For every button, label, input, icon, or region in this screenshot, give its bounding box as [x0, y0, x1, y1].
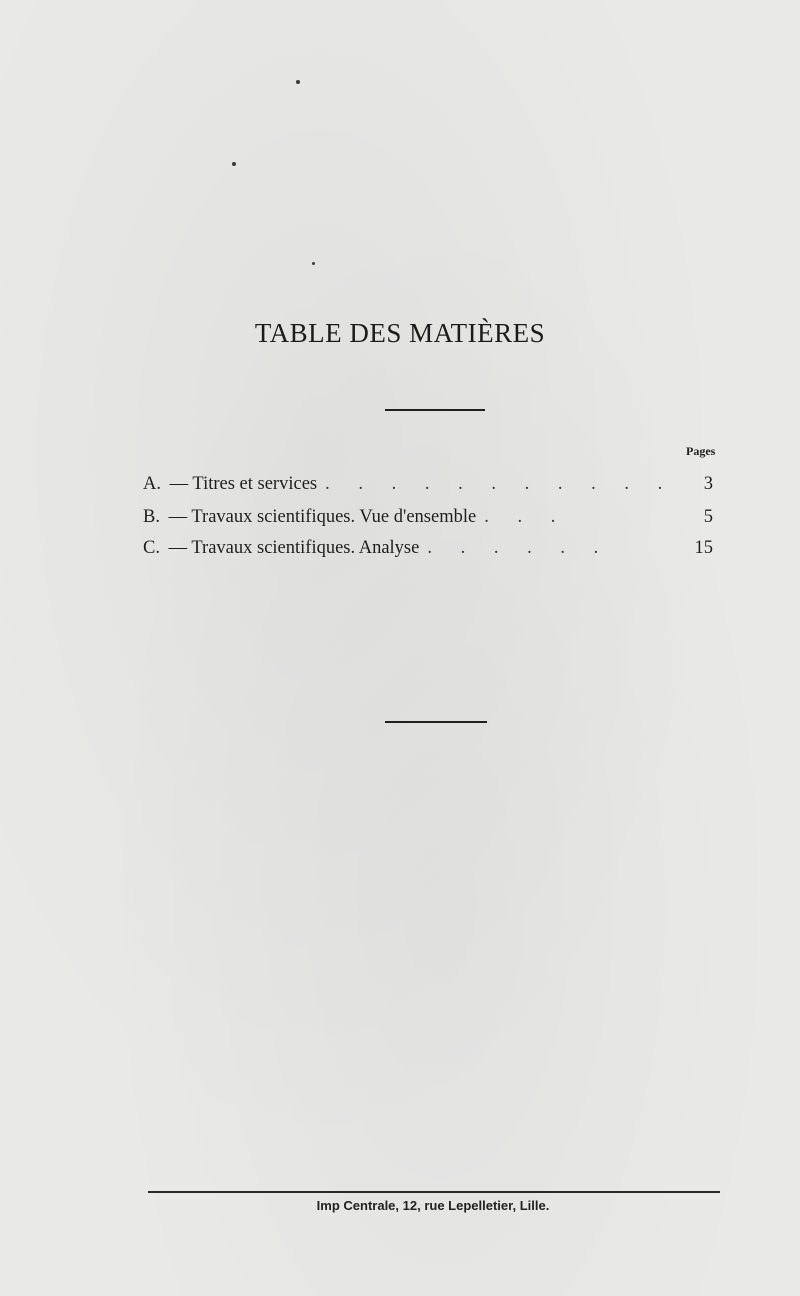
toc-entry-text: — Travaux scientifiques. Vue d'ensemble: [168, 507, 477, 527]
print-speck: [232, 162, 236, 166]
toc-page-number: 15: [694, 538, 713, 558]
printer-imprint: Imp Centrale, 12, rue Lepelletier, Lille.: [316, 1198, 550, 1213]
footer-rule: [148, 1191, 720, 1193]
print-speck: [296, 80, 300, 84]
toc-page-number: 3: [703, 474, 713, 494]
toc-entry-c: [143, 535, 713, 561]
toc-entry-a: [143, 471, 713, 497]
title-divider: [385, 409, 485, 411]
section-divider: [385, 721, 487, 723]
toc-entry-letter: B.: [143, 507, 160, 527]
toc-entry-letter: A.: [143, 474, 161, 494]
toc-entry-text: — Travaux scientifiques. Analyse: [168, 538, 420, 558]
pages-column-header: Pages: [686, 444, 716, 458]
print-speck: [312, 262, 315, 265]
toc-entry-text: — Titres et services: [169, 474, 318, 494]
toc-entry-b: [143, 504, 713, 530]
toc-page-number: 5: [703, 507, 713, 527]
page-title: TABLE DES MATIÈRES: [254, 318, 546, 348]
toc-entry-letter: C.: [143, 538, 160, 558]
toc-dot-leader: . . . . . .: [427, 538, 611, 558]
toc-dot-leader: . . .: [484, 507, 568, 527]
toc-dot-leader: . . . . . . . . . . .: [325, 474, 675, 494]
